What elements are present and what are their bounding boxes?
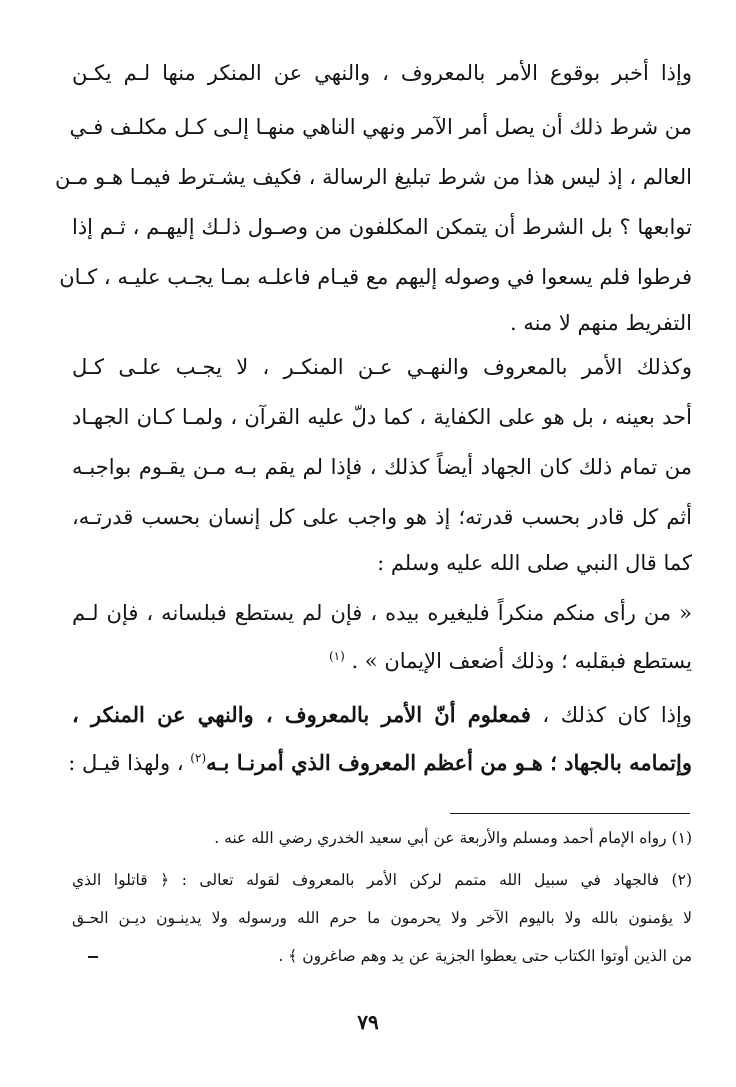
footnote-ref: (٢) <box>190 751 207 765</box>
body-line: كما قال النبي صلى الله عليه وسلم : <box>377 551 692 575</box>
body-line <box>68 748 692 778</box>
body-line: العالم ، إذ ليس هذا من شرط تبليغ الرسالة ، فكيف يشـترط فيمـا هـو مـن <box>54 165 692 189</box>
footnote-line: (١) رواه الإمام أحمد ومسلم والأربعة عن أبي سعيد الخدري رضي الله عنه . <box>214 829 692 847</box>
hadith-line <box>72 646 692 676</box>
hadith-text: يستطع فبقلبه ؛ وذلك أضعف الإيمان » . <box>351 649 692 673</box>
body-line <box>72 700 692 730</box>
footnote-divider <box>450 813 690 814</box>
body-line: أحد بعينه ، بل هو على الكفاية ، كما دلّ عليه القرآن ، ولمـا كـان الجهـاد <box>72 405 692 429</box>
footnote-line: (٢) فالجهاد في سبيل الله متمم لركن الأمر بالمعروف لقوله تعالى : ﴿ قاتلوا الذي <box>72 871 692 889</box>
footnote-line: من الذين أوتوا الكتاب حتى يعطوا الجزية عن يد وهم صاغرون ﴾ . <box>278 947 692 965</box>
body-line: وكذلك الأمر بالمعروف والنهـي عـن المنكـر ، لا يجـب علـى كـل <box>72 355 692 379</box>
body-line: توابعها ؟ بل الشرط أن يتمكن المكلفون من وصـول ذلـك إليهـم ، ثـم إذا <box>72 215 692 239</box>
body-line: التفريط منهم لا منه . <box>510 311 692 335</box>
dash-mark <box>88 956 98 958</box>
footnote-ref: (١) <box>328 649 345 663</box>
footnote-line: لا يؤمنون بالله ولا باليوم الآخر ولا يحرمون ما حرم الله ورسوله ولا يدينـون ديـن الحـق <box>72 909 692 927</box>
body-line: من شرط ذلك أن يصل أمر الآمر ونهي الناهي منهـا إلـى كـل مكلـف فـي <box>69 115 692 139</box>
body-line: وإذا أخبر بوقوع الأمر بالمعروف ، والنهي عن المنكر منها لـم يكـن <box>72 61 692 85</box>
body-line: من تمام ذلك كان الجهاد أيضاً كذلك ، فإذا لم يقم بـه مـن يقـوم بواجبـه <box>72 455 692 479</box>
bold-text: وإتمامه بالجهاد ؛ هـو من أعظم المعروف الذي أمرنـا بـه <box>206 750 692 775</box>
body-line: فرطوا فلم يسعوا في وصوله إليهم مع قيـام فاعلـه بمـا يجـب عليـه ، كـان <box>59 265 692 289</box>
plain-text: ، ولهذا قيـل : <box>68 751 191 775</box>
bold-text: فمعلوم أنّ الأمر بالمعروف ، والنهي عن المنكر ، <box>72 702 531 727</box>
page-number: ٧٩ <box>357 1010 379 1034</box>
body-line: أثم كل قادر بحسب قدرته؛ إذ هو واجب على كل إنسان بحسب قدرتـه، <box>72 505 692 529</box>
plain-text: وإذا كان كذلك ، <box>530 703 692 727</box>
hadith-line: « من رأى منكم منكراً فليغيره بيده ، فإن لم يستطع فبلسانه ، فإن لـم <box>72 601 692 625</box>
